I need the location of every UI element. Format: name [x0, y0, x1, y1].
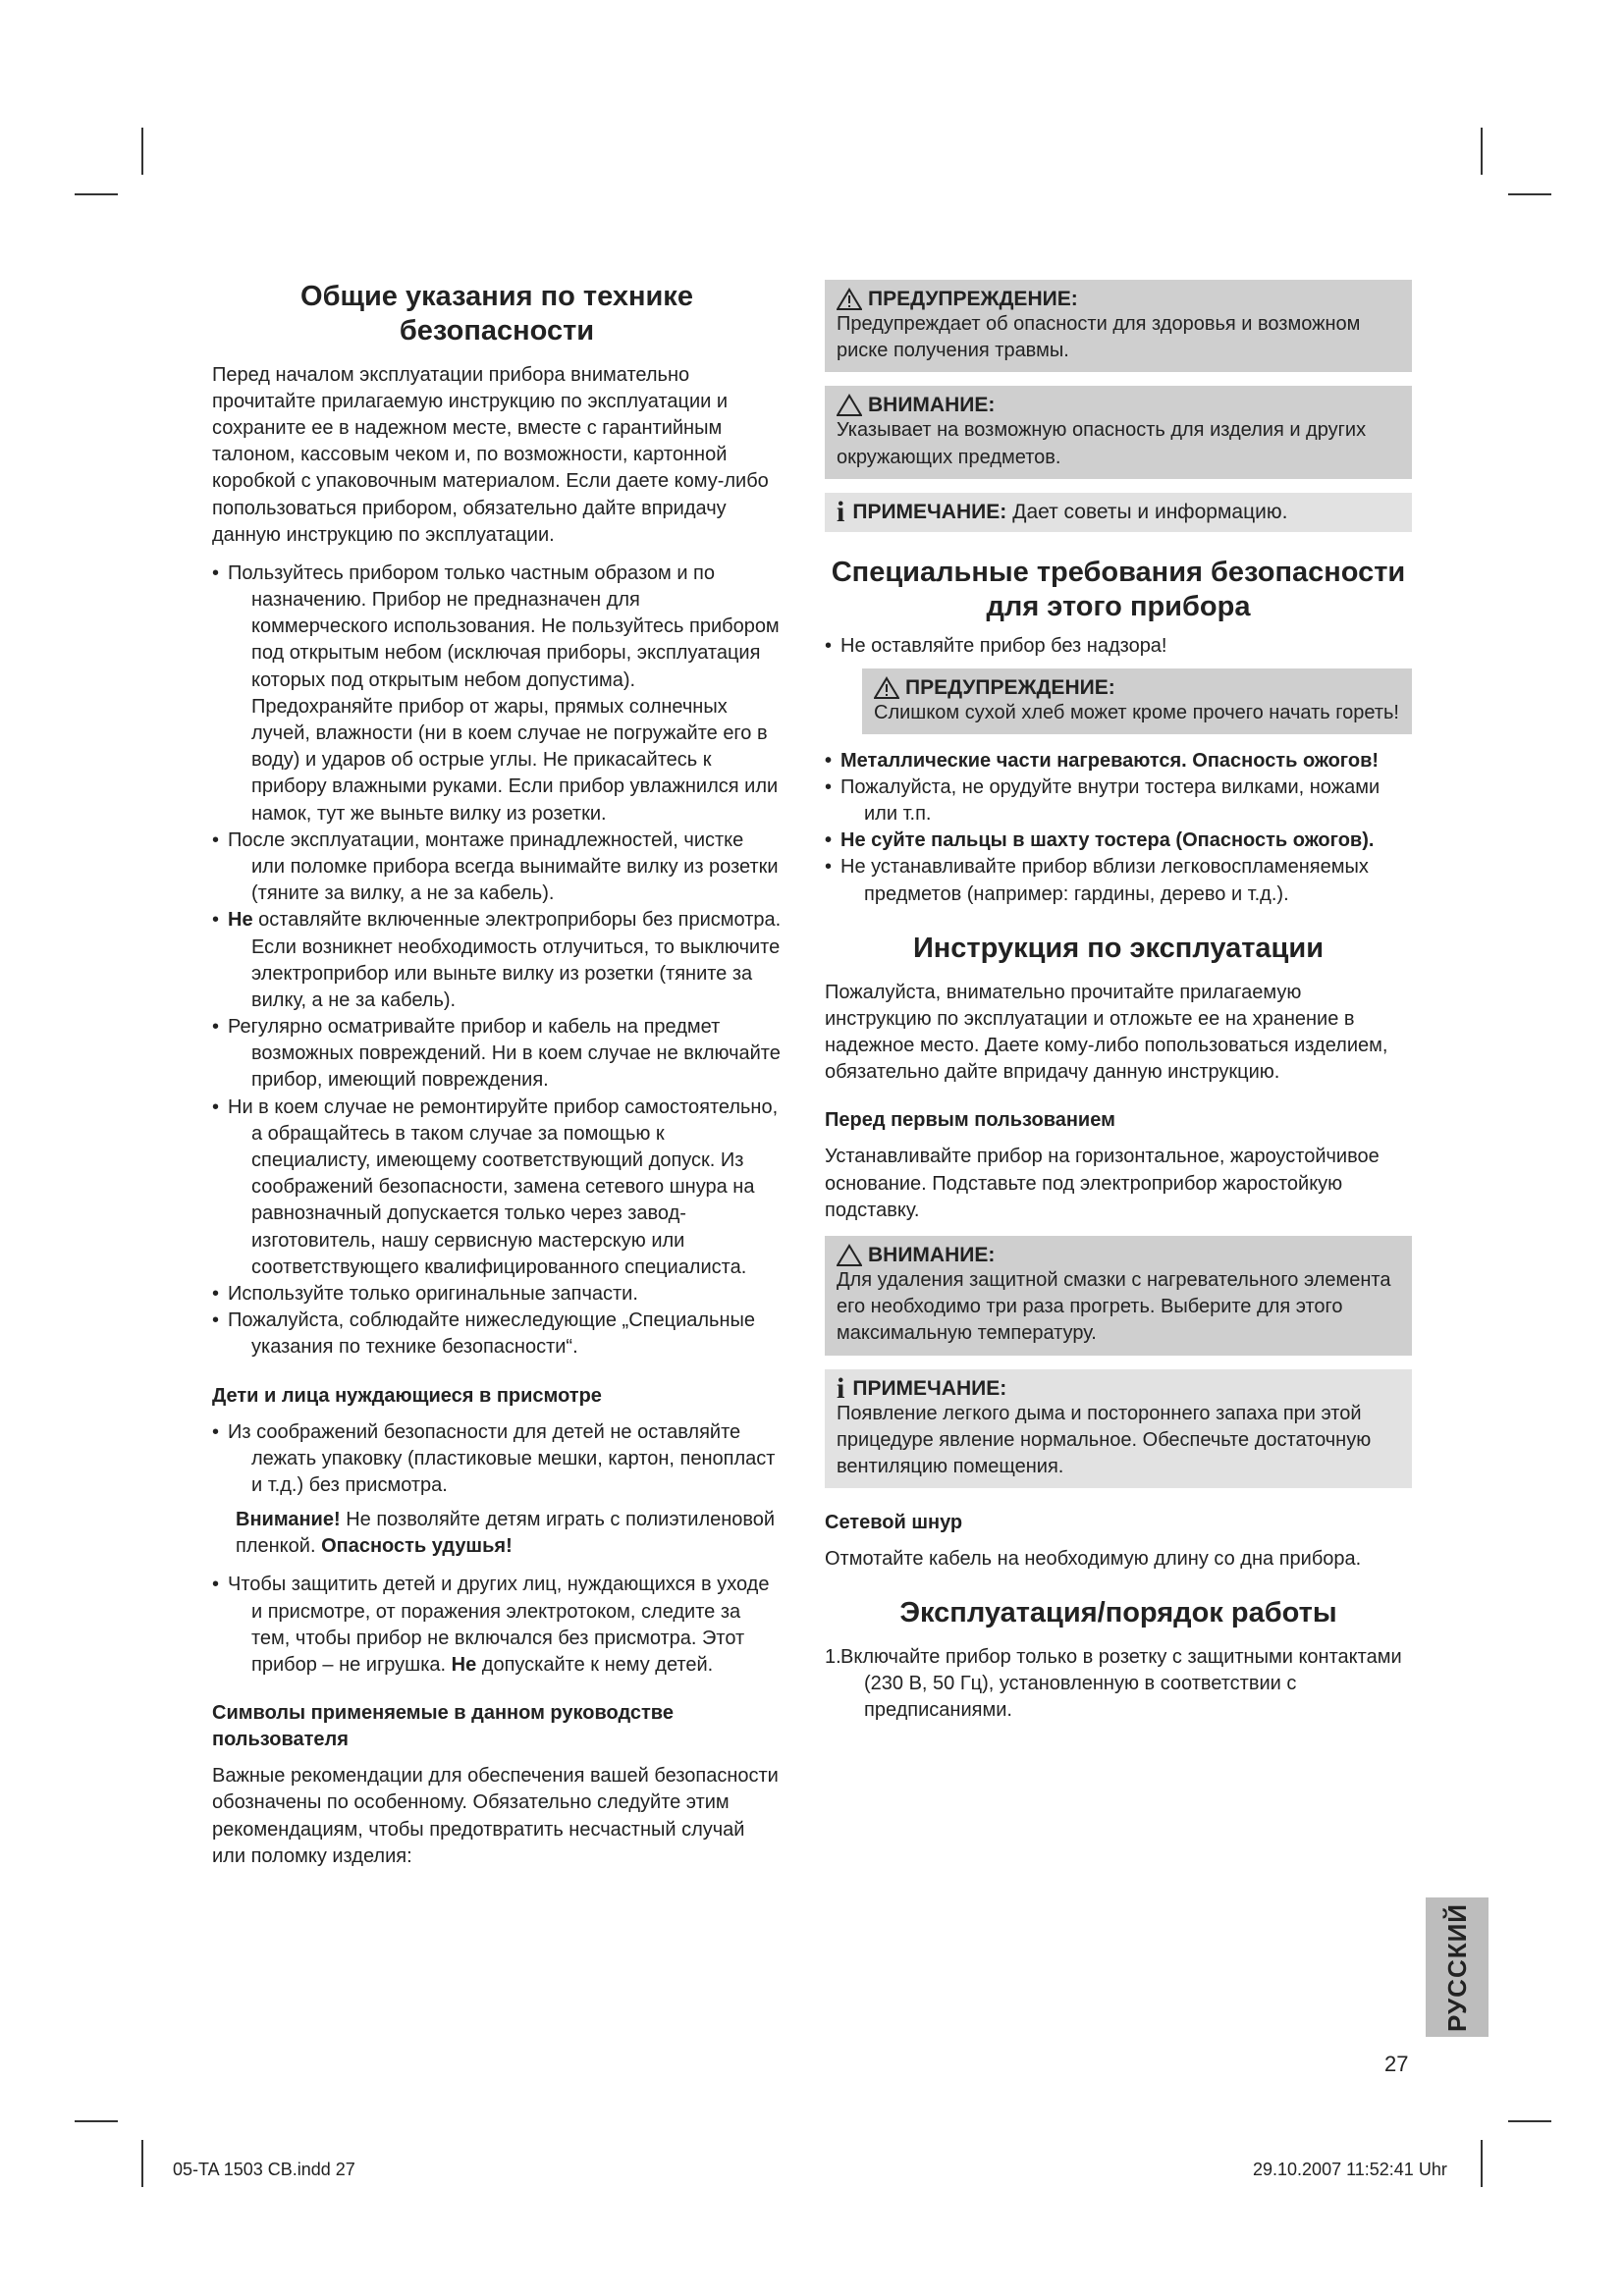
warning-box	[825, 280, 1412, 372]
symbols-heading: Символы применяемые в данном руководстве пользователя	[212, 1702, 674, 1751]
caution-triangle-icon	[837, 394, 862, 417]
operation-title: Эксплуатация/порядок работы	[899, 1597, 1337, 1629]
list-item: • Пожалуйста, соблюдайте нижеследующие „Специальные указания по технике безопасности“.	[212, 1308, 782, 1361]
special-list-1	[825, 633, 1412, 660]
list-item: 1. Включайте прибор только в розетку с защитными контактами (230 В, 50 Гц), установленную в соответствии с предписаниями.	[825, 1644, 1412, 1725]
general-safety-list	[212, 561, 782, 1362]
info-icon: i	[837, 495, 845, 528]
attention-danger: Опасность удушья!	[321, 1535, 513, 1558]
cord-text: Отмотайте кабель на необходимую длину со дна прибора.	[825, 1548, 1362, 1571]
caution2-title: ВНИМАНИЕ:	[868, 1243, 996, 1266]
note-box	[825, 493, 1412, 532]
list-item-text: допускайте к нему детей.	[481, 1654, 714, 1677]
first-use-heading: Перед первым пользованием	[825, 1109, 1115, 1132]
crop-mark	[75, 2120, 118, 2122]
special-safety-title-line2: для этого прибора	[986, 590, 1251, 622]
left-column	[212, 280, 782, 1882]
warning-triangle-icon	[874, 676, 899, 700]
footer-file: 05-TA 1503 CB.indd 27	[173, 2160, 355, 2179]
attention-note	[212, 1507, 782, 1560]
info-icon: i	[837, 1371, 845, 1405]
children-list-2	[212, 1572, 782, 1679]
children-list-1	[212, 1419, 782, 1500]
footer-datetime: 29.10.2007 11:52:41 Uhr	[1253, 2160, 1447, 2179]
crop-mark	[141, 128, 143, 175]
list-item: • Не устанавливайте прибор вблизи легковоспламеняемых предметов (например: гардины, дерево и т.д.).	[825, 854, 1412, 907]
list-item: • Не суйте пальцы в шахту тостера (Опасность ожогов).	[825, 828, 1412, 854]
symbols-text: Важные рекомендации для обеспечения вашей безопасности обозначены по особенному. Обязательно следуйте этим рекомендациям, чтобы предотвратить несчастный случай или поломку изделия:	[212, 1765, 779, 1867]
note2-title: ПРИМЕЧАНИЕ:	[852, 1376, 1007, 1400]
warning-triangle-icon	[837, 288, 862, 311]
special-safety-title-line1: Специальные требования безопасности	[831, 556, 1406, 588]
bold-word: Не	[451, 1654, 477, 1677]
warning-box-2	[862, 668, 1412, 734]
warning2-text: Слишком сухой хлеб может кроме прочего начать гореть!	[874, 701, 1399, 723]
caution-box	[825, 386, 1412, 478]
attention-label: Внимание!	[236, 1509, 341, 1531]
caution2-text: Для удаления защитной смазки с нагревательного элемента его необходимо три раза прогреть. Выберите для этого максимальную температуру.	[837, 1268, 1391, 1345]
list-item: • Металлические части нагреваются. Опасность ожогов!	[825, 748, 1412, 774]
special-safety-title	[825, 556, 1412, 624]
page-number: 27	[1384, 2052, 1409, 2076]
cord-heading: Сетевой шнур	[825, 1512, 963, 1534]
instructions-title: Инструкция по эксплуатации	[912, 932, 1325, 964]
attention-text: Не позволяйте детям играть с полиэтиленовой пленкой.	[236, 1509, 776, 1558]
warning-title: ПРЕДУПРЕЖДЕНИЕ:	[868, 288, 1078, 310]
general-safety-intro: Перед началом эксплуатации прибора внимательно прочитайте прилагаемую инструкцию по эксплуатации и сохраните ее в надежном месте, вместе с гарантийным талоном, кассовым чеком и, по возможности, картонной коробкой с упаковочным материалом. Если даете кому-либо попользоваться прибором, обязательно дайте впридачу данную инструкцию по эксплуатации.	[212, 363, 769, 546]
bold-word: Не	[228, 909, 253, 932]
list-item: • Регулярно осматривайте прибор и кабель на предмет возможных повреждений. Ни в коем случае не включайте прибор, имеющий повреждения.	[212, 1014, 782, 1095]
list-item	[212, 907, 782, 1014]
list-item: • Пользуйтесь прибором только частным образом и по назначению. Прибор не предназначен для коммерческого использования. Не пользуйтесь прибором под открытым небом (исключая приборы, эксплуатация которых под открытым небом допустима). Предохраняйте прибор от жары, прямых солнечных лучей, влажности (ни в коем случае не погружайте его в воду) и ударов об острые углы. Не прикасайтесь к прибору влажными руками. Если прибор увлажнился или намок, тут же выньте вилку из розетки.	[212, 561, 782, 828]
caution-box-2	[825, 1236, 1412, 1356]
crop-mark	[1508, 2120, 1551, 2122]
list-item-text: оставляйте включенные электроприборы без присмотра. Если возникнет необходимость отлучиться, то выключите электроприбор или выньте вилку из розетки (тяните за вилку, а не за кабель).	[251, 909, 782, 1011]
note-text: Дает советы и информацию.	[1012, 500, 1288, 523]
list-item	[212, 1572, 782, 1679]
crop-mark	[75, 193, 118, 195]
language-tab	[1426, 1897, 1489, 2037]
list-item: • Используйте только оригинальные запчасти.	[212, 1281, 782, 1308]
right-column	[825, 280, 1412, 1725]
note2-text: Появление легкого дыма и постороннего запаха при этой прицедуре явление нормальное. Обеспечьте достаточную вентиляцию помещения.	[837, 1402, 1372, 1477]
list-item-text: Чтобы защитить детей и других лиц, нуждающихся в уходе и присмотре, от поражения электротоком, следите за тем, чтобы прибор не включался без присмотра. Этот прибор – не игрушка.	[228, 1574, 770, 1677]
special-list-2	[825, 748, 1412, 908]
warning2-title: ПРЕДУПРЕЖДЕНИЕ:	[905, 675, 1115, 699]
note-box-2	[825, 1369, 1412, 1489]
crop-mark	[141, 2140, 143, 2187]
first-use-text: Устанавливайте прибор на горизонтальное, жароустойчивое основание. Подставьте под электроприбор жаростойкую подставку.	[825, 1146, 1380, 1221]
crop-mark	[1481, 128, 1483, 175]
general-safety-title: Общие указания по технике безопасности	[300, 281, 693, 347]
list-item: • После эксплуатации, монтаже принадлежностей, чистке или поломке прибора всегда вынимайте вилку из розетки (тяните за вилку, а не за кабель).	[212, 828, 782, 908]
warning-text: Предупреждает об опасности для здоровья и возможном риске получения травмы.	[837, 313, 1361, 362]
language-tab-label: РУССКИЙ	[1441, 1902, 1472, 2032]
children-heading: Дети и лица нуждающиеся в присмотре	[212, 1384, 602, 1407]
caution-title: ВНИМАНИЕ:	[868, 394, 996, 417]
crop-mark	[1508, 193, 1551, 195]
instructions-text: Пожалуйста, внимательно прочитайте прилагаемую инструкцию по эксплуатации и отложьте ее на хранение в надежное место. Даете кому-либо попользоваться изделием, обязательно дайте впридачу данную инструкцию.	[825, 981, 1388, 1084]
list-item: • Из соображений безопасности для детей не оставляйте лежать упаковку (пластиковые мешки, картон, пенопласт и т.д.) без присмотра.	[212, 1419, 782, 1500]
list-item: • Не оставляйте прибор без надзора!	[825, 633, 1412, 660]
list-item: • Пожалуйста, не орудуйте внутри тостера вилками, ножами или т.п.	[825, 774, 1412, 828]
caution-triangle-icon	[837, 1244, 862, 1267]
note-title: ПРИМЕЧАНИЕ:	[852, 500, 1007, 523]
caution-text: Указывает на возможную опасность для изделия и других окружающих предметов.	[837, 419, 1367, 468]
list-item: • Ни в коем случае не ремонтируйте прибор самостоятельно, а обращайтесь в таком случае за помощью к специалисту, имеющему соответствующий допуск. Из соображений безопасности, замена сетевого шнура на равнозначный допускается только через завод-изготовитель, нашу сервисную мастерскую или соответствующего квалифицированного специалиста.	[212, 1095, 782, 1281]
crop-mark	[1481, 2140, 1483, 2187]
operation-steps	[825, 1644, 1412, 1725]
